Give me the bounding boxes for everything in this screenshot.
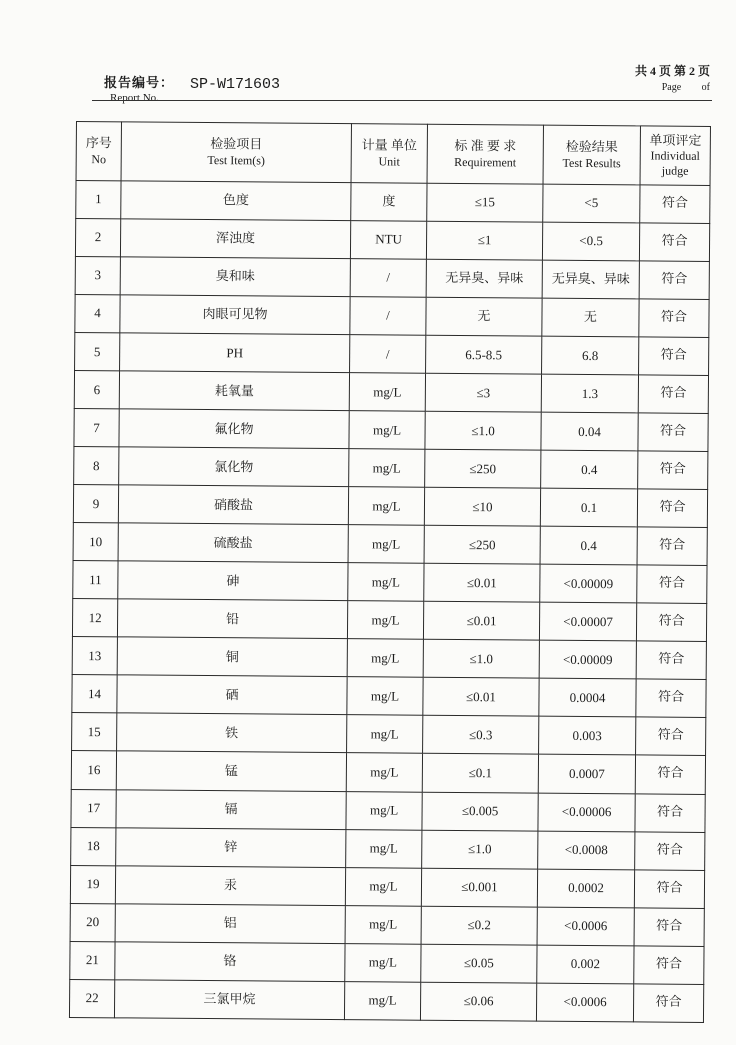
judge-cell: 符合 xyxy=(637,527,707,566)
table-row xyxy=(71,751,705,794)
requirement-cell: ≤0.3 xyxy=(423,716,539,755)
requirement-cell: ≤0.01 xyxy=(423,602,539,641)
requirement-cell: ≤0.2 xyxy=(421,906,537,945)
unit-cell: mg/L xyxy=(348,525,424,564)
test-results-table xyxy=(69,121,711,1023)
requirement-cell: 无 xyxy=(426,297,542,336)
unit-cell: mg/L xyxy=(349,449,425,488)
judge-cell: 符合 xyxy=(638,413,708,452)
requirement-cell: ≤250 xyxy=(425,449,541,488)
judge-cell: 符合 xyxy=(638,451,708,490)
test-item-cell: 硫酸盐 xyxy=(118,523,348,563)
row-number-cell: 6 xyxy=(74,371,119,409)
judge-cell: 符合 xyxy=(639,261,709,300)
unit-cell: mg/L xyxy=(347,601,423,640)
table-header-row xyxy=(76,122,710,186)
requirement-cell: ≤0.005 xyxy=(422,792,538,831)
test-result-cell: <0.00007 xyxy=(539,603,636,642)
row-number-cell: 18 xyxy=(71,827,116,865)
judge-cell: 符合 xyxy=(639,223,709,262)
report-label-cn: 报告编号： xyxy=(104,75,175,90)
judge-cell: 符合 xyxy=(637,565,707,604)
test-result-cell: 0.003 xyxy=(539,717,636,756)
test-item-cell: 铝 xyxy=(115,903,345,943)
row-number-cell: 15 xyxy=(72,713,117,751)
test-result-cell: 0.002 xyxy=(537,945,634,984)
table-row xyxy=(74,409,708,452)
judge-cell: 符合 xyxy=(639,337,709,376)
column-header-test-item: 检验项目 Test Item(s) xyxy=(121,122,351,183)
requirement-cell: ≤3 xyxy=(425,373,541,412)
judge-cell: 符合 xyxy=(636,603,706,642)
requirement-cell: 6.5-8.5 xyxy=(426,335,542,374)
judge-cell: 符合 xyxy=(634,869,704,908)
row-number-cell: 14 xyxy=(72,675,117,713)
column-header-test-results: 检验结果 Test Results xyxy=(543,125,640,185)
judge-cell: 符合 xyxy=(636,679,706,718)
column-header-unit: 计量 单位 Unit xyxy=(351,124,427,184)
row-number-cell: 4 xyxy=(75,295,120,333)
unit-cell: 度 xyxy=(351,183,427,222)
table-row xyxy=(72,637,706,680)
requirement-cell: ≤1.0 xyxy=(423,640,539,679)
page-indicator-en: Page of xyxy=(661,82,710,93)
unit-cell: NTU xyxy=(350,221,426,260)
requirement-cell: ≤0.06 xyxy=(420,982,536,1021)
column-header-judge: 单项评定 Individual judge xyxy=(640,126,710,186)
unit-cell: mg/L xyxy=(348,487,424,526)
table-row xyxy=(72,713,706,756)
requirement-cell: ≤0.05 xyxy=(421,944,537,983)
unit-cell: / xyxy=(350,259,426,298)
test-item-cell: 锌 xyxy=(116,827,346,867)
row-number-cell: 22 xyxy=(69,979,114,1018)
unit-cell: mg/L xyxy=(347,639,423,678)
test-item-cell: 硒 xyxy=(117,675,347,715)
test-result-cell: 1.3 xyxy=(541,374,638,413)
test-item-cell: 浑浊度 xyxy=(120,219,350,259)
table-row xyxy=(71,789,705,832)
table-row xyxy=(70,941,704,984)
requirement-cell: ≤1 xyxy=(426,221,542,260)
test-result-cell: 0.04 xyxy=(541,412,638,451)
judge-cell: 符合 xyxy=(637,489,707,528)
test-item-cell: 铬 xyxy=(115,941,345,981)
judge-cell: 符合 xyxy=(635,755,705,794)
row-number-cell: 20 xyxy=(70,903,115,941)
unit-cell: mg/L xyxy=(347,677,423,716)
row-number-cell: 1 xyxy=(76,181,121,219)
test-result-cell: <0.0008 xyxy=(538,831,635,870)
table-row xyxy=(73,523,707,566)
unit-cell: mg/L xyxy=(346,829,422,868)
test-item-cell: 锰 xyxy=(116,751,346,791)
table-row xyxy=(69,979,703,1022)
header-divider xyxy=(92,100,712,101)
judge-cell: 符合 xyxy=(636,641,706,680)
unit-cell: mg/L xyxy=(346,791,422,830)
test-item-cell: PH xyxy=(120,333,350,373)
row-number-cell: 5 xyxy=(75,333,120,371)
judge-cell: 符合 xyxy=(635,793,705,832)
test-item-cell: 三氯甲烷 xyxy=(114,979,344,1019)
test-result-cell: 0.0004 xyxy=(539,679,636,718)
row-number-cell: 16 xyxy=(71,751,116,789)
table-row xyxy=(74,447,708,490)
test-result-cell: <0.0006 xyxy=(536,983,633,1022)
table-row xyxy=(72,675,706,718)
unit-cell: mg/L xyxy=(345,905,421,944)
test-result-cell: 无异臭、异味 xyxy=(542,260,639,299)
test-item-cell: 氯化物 xyxy=(119,447,349,487)
test-item-cell: 耗氧量 xyxy=(119,371,349,411)
unit-cell: / xyxy=(350,335,426,374)
unit-cell: / xyxy=(350,297,426,336)
test-item-cell: 硝酸盐 xyxy=(118,485,348,525)
table-row xyxy=(71,827,705,870)
judge-cell: 符合 xyxy=(636,717,706,756)
requirement-cell: ≤15 xyxy=(427,183,543,222)
unit-cell: mg/L xyxy=(344,981,420,1020)
requirement-cell: ≤250 xyxy=(424,526,540,565)
page-indicator-cn: 共 4 页 第 2 页 xyxy=(634,64,710,78)
test-result-cell: <0.00009 xyxy=(540,564,637,603)
test-result-cell: 无 xyxy=(542,298,639,337)
test-item-cell: 色度 xyxy=(121,181,351,221)
table-row xyxy=(73,561,707,604)
table-row xyxy=(74,371,708,414)
test-item-cell: 汞 xyxy=(115,865,345,905)
unit-cell: mg/L xyxy=(348,563,424,602)
test-result-cell: <0.5 xyxy=(542,222,639,261)
row-number-cell: 12 xyxy=(72,599,117,637)
table-row xyxy=(76,181,710,224)
judge-cell: 符合 xyxy=(638,375,708,414)
requirement-cell: ≤0.01 xyxy=(424,564,540,603)
test-result-cell: 0.4 xyxy=(540,526,637,565)
test-item-cell: 氟化物 xyxy=(119,409,349,449)
test-result-cell: 0.4 xyxy=(541,450,638,489)
table-row xyxy=(75,257,709,300)
row-number-cell: 9 xyxy=(73,485,118,523)
requirement-cell: 无异臭、异味 xyxy=(426,259,542,298)
table-row xyxy=(70,865,704,908)
table-row xyxy=(73,485,707,528)
test-item-cell: 臭和味 xyxy=(120,257,350,297)
test-result-cell: <5 xyxy=(543,184,640,223)
row-number-cell: 11 xyxy=(73,561,118,599)
table-row xyxy=(75,219,709,262)
column-header-no: 序号 No xyxy=(76,122,121,181)
unit-cell: mg/L xyxy=(349,411,425,450)
judge-cell: 符合 xyxy=(633,984,703,1023)
table-row xyxy=(75,333,709,376)
row-number-cell: 21 xyxy=(70,941,115,979)
requirement-cell: ≤1.0 xyxy=(422,830,538,869)
table-row xyxy=(70,903,704,946)
test-item-cell: 镉 xyxy=(116,789,346,829)
test-result-cell: 0.0007 xyxy=(538,755,635,794)
test-result-cell: 0.1 xyxy=(540,488,637,527)
test-item-cell: 铅 xyxy=(117,599,347,639)
test-item-cell: 砷 xyxy=(118,561,348,601)
unit-cell: mg/L xyxy=(345,943,421,982)
judge-cell: 符合 xyxy=(634,946,704,985)
test-result-cell: <0.0006 xyxy=(537,907,634,946)
judge-cell: 符合 xyxy=(640,185,710,224)
requirement-cell: ≤0.1 xyxy=(422,754,538,793)
unit-cell: mg/L xyxy=(349,373,425,412)
report-label-en: Report No. xyxy=(110,92,159,104)
unit-cell: mg/L xyxy=(345,867,421,906)
row-number-cell: 7 xyxy=(74,409,119,447)
test-result-cell: 0.0002 xyxy=(537,869,634,908)
judge-cell: 符合 xyxy=(634,908,704,947)
test-result-cell: 6.8 xyxy=(542,336,639,375)
row-number-cell: 3 xyxy=(75,257,120,295)
report-number: SP-W171603 xyxy=(190,76,281,93)
page-indicator xyxy=(618,62,710,93)
requirement-cell: ≤1.0 xyxy=(425,411,541,450)
column-header-requirement: 标 准 要 求 Requirement xyxy=(427,124,543,184)
row-number-cell: 19 xyxy=(70,865,115,903)
judge-cell: 符合 xyxy=(639,299,709,338)
judge-cell: 符合 xyxy=(635,831,705,870)
test-item-cell: 铜 xyxy=(117,637,347,677)
table-row xyxy=(72,599,706,642)
table-row xyxy=(75,295,709,338)
row-number-cell: 13 xyxy=(72,637,117,675)
test-item-cell: 肉眼可见物 xyxy=(120,295,350,335)
row-number-cell: 10 xyxy=(73,523,118,561)
requirement-cell: ≤0.001 xyxy=(421,868,537,907)
test-result-cell: <0.00006 xyxy=(538,793,635,832)
row-number-cell: 17 xyxy=(71,789,116,827)
requirement-cell: ≤10 xyxy=(424,487,540,526)
requirement-cell: ≤0.01 xyxy=(423,678,539,717)
test-result-cell: <0.00009 xyxy=(539,641,636,680)
row-number-cell: 2 xyxy=(75,219,120,257)
test-item-cell: 铁 xyxy=(117,713,347,753)
unit-cell: mg/L xyxy=(347,715,423,754)
unit-cell: mg/L xyxy=(346,753,422,792)
row-number-cell: 8 xyxy=(74,447,119,485)
